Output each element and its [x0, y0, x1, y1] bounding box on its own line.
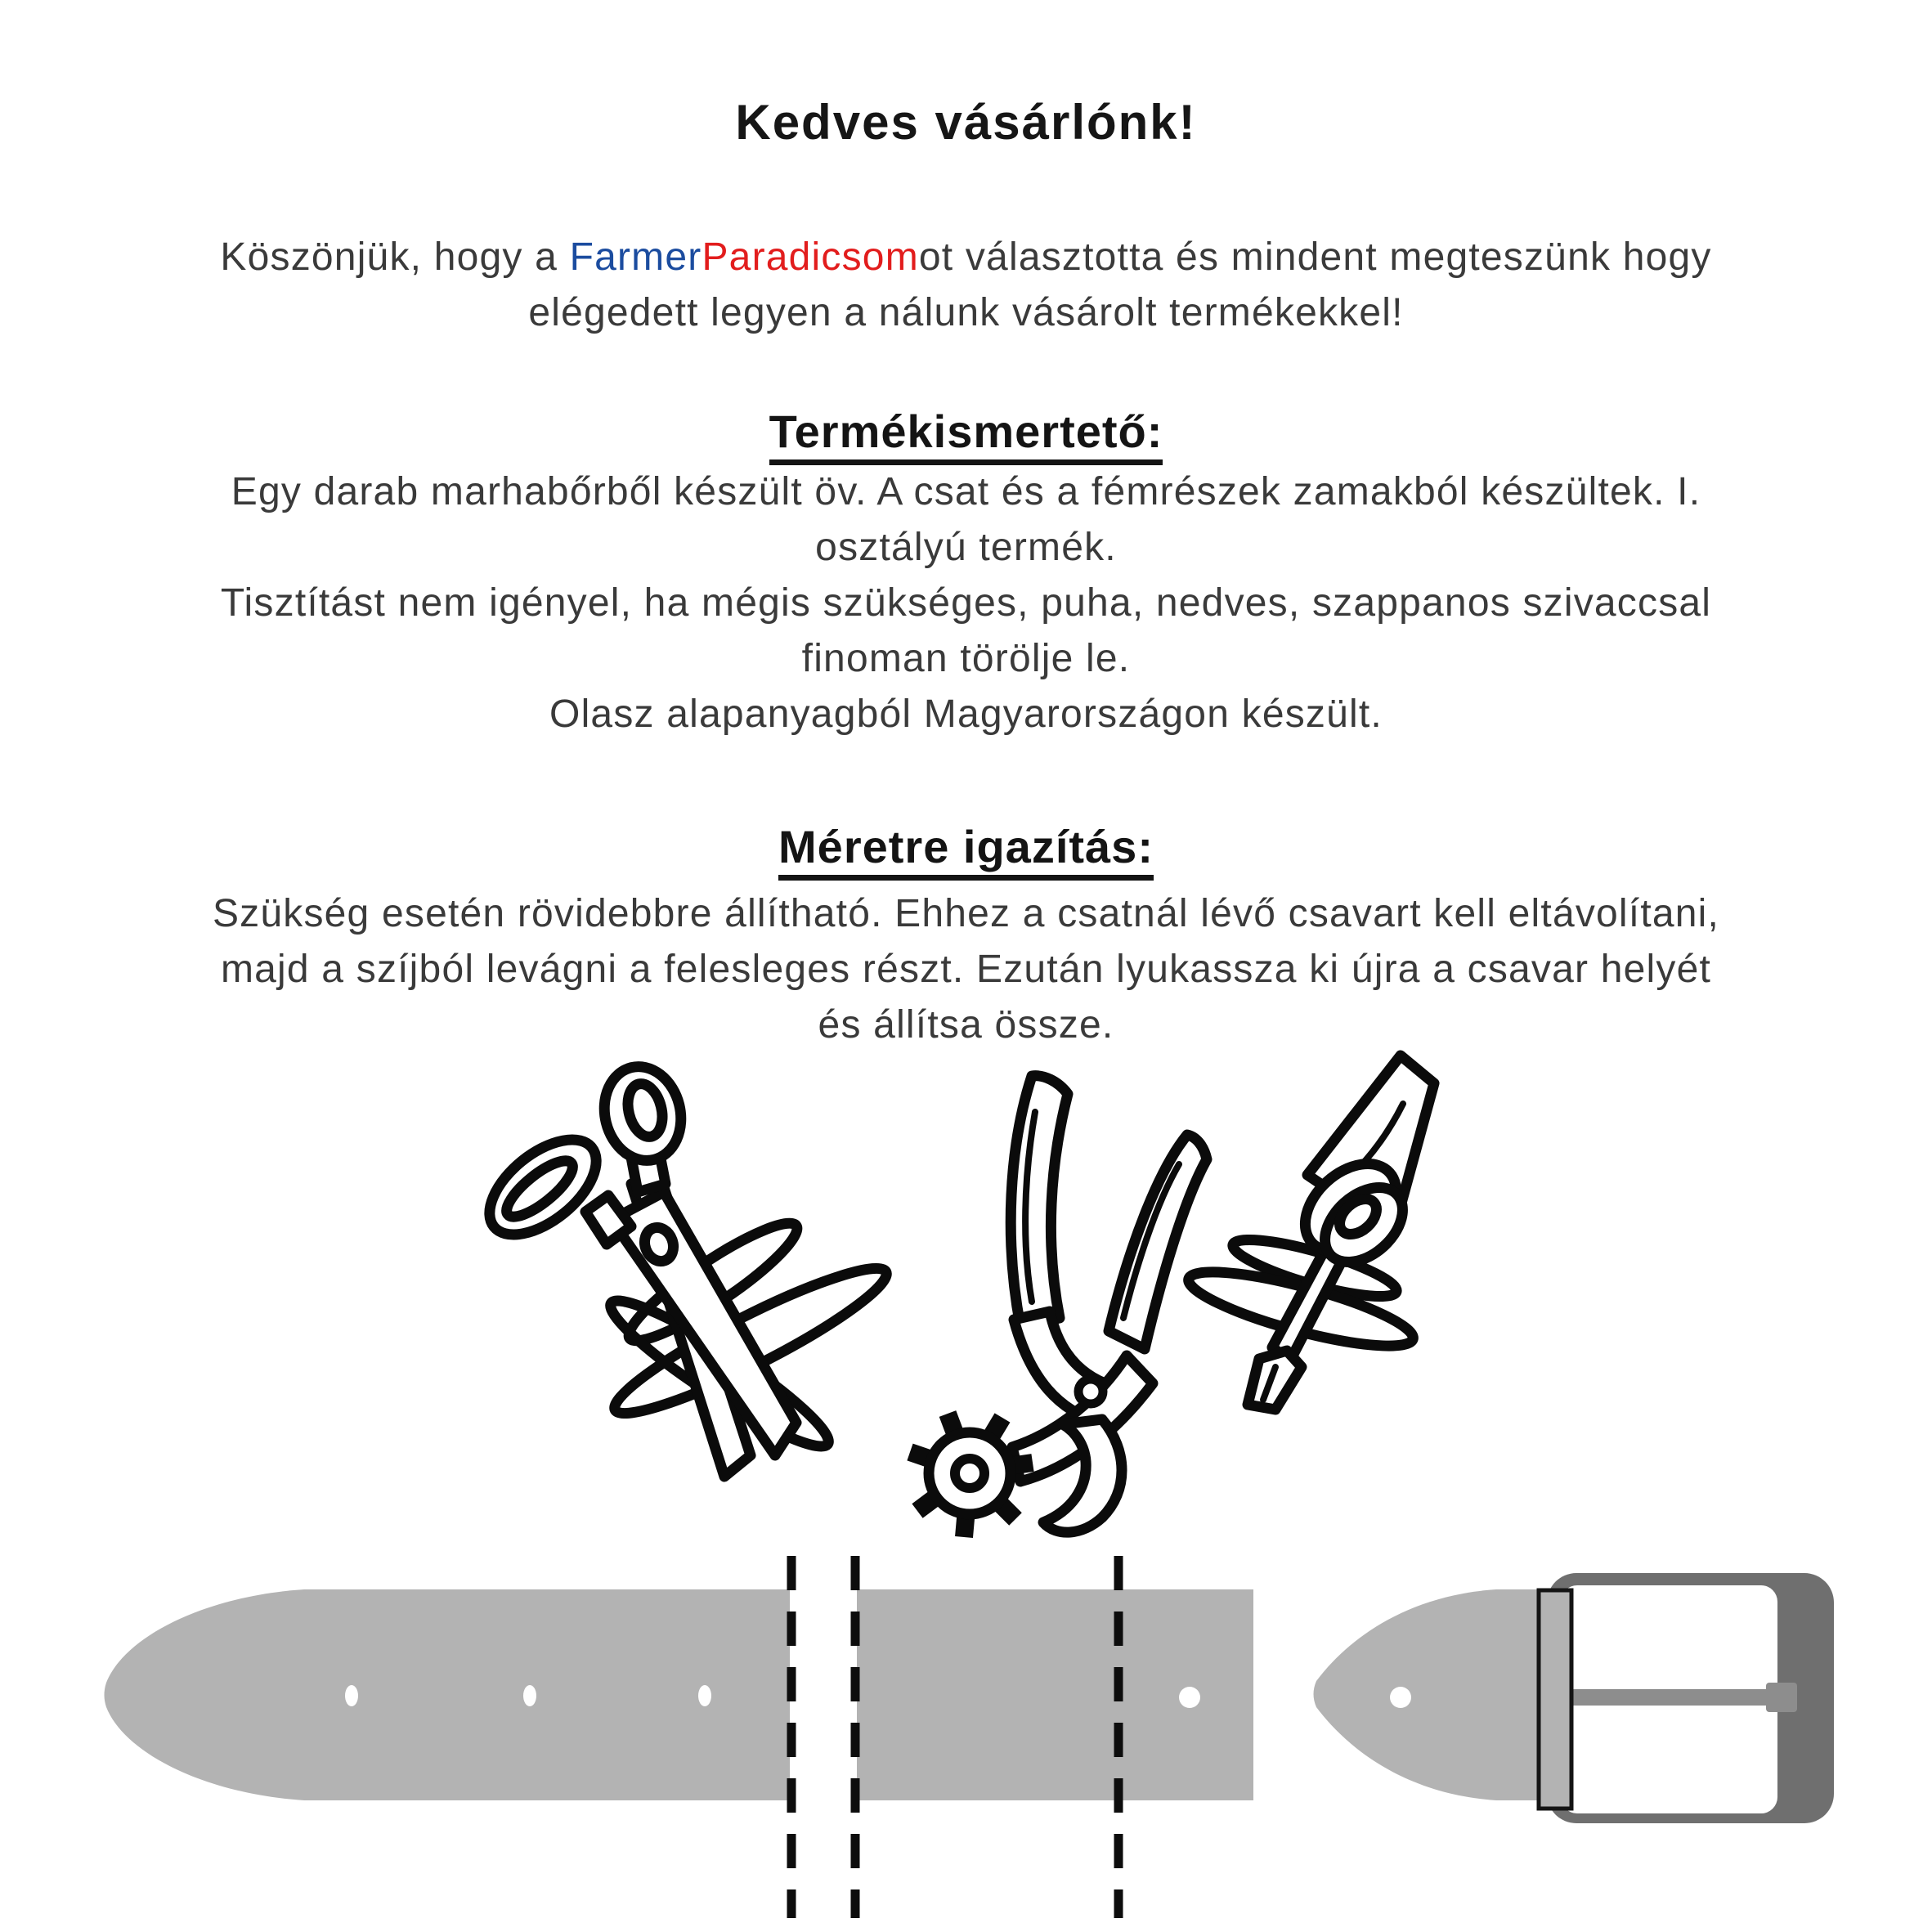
sizing-line: majd a szíjból levágni a felesleges részt. Ezután lyukassza ki újra a csavar helyét	[220, 948, 1712, 991]
sizing-line: Szükség esetén rövidebbre állítható. Ehhez a csatnál lévő csavart kell eltávolítani,	[212, 892, 1720, 935]
belt-buckle	[1539, 1573, 1834, 1823]
buckle-prong-tip	[1766, 1683, 1797, 1712]
belt-hole	[1390, 1687, 1411, 1708]
pliers-pivot	[1078, 1379, 1103, 1404]
scissors-icon	[473, 1059, 897, 1477]
product-info-line: Egy darab marhabőrből készült öv. A csat és a fémrészek zamakból készültek. I.	[231, 470, 1701, 513]
belt-hole	[698, 1685, 711, 1706]
intro-paragraph	[0, 230, 1932, 341]
product-info-heading: Termékismertető:	[0, 407, 1932, 465]
product-info-paragraph	[0, 464, 1932, 742]
buckle-prong	[1570, 1689, 1781, 1706]
hole-punch-pliers-icon	[910, 1076, 1207, 1537]
page-title: Kedves vásárlónk!	[735, 95, 1197, 150]
intro-line-2: elégedett legyen a nálunk vásárolt termékekkel!	[528, 291, 1404, 334]
belt-hole	[345, 1685, 358, 1706]
sizing-heading: Méretre igazítás:	[0, 823, 1932, 881]
product-info-line: Tisztítást nem igényel, ha mégis szükséges, puha, nedves, szappanos szivaccsal	[220, 581, 1712, 625]
punch-wheel	[910, 1414, 1033, 1537]
product-info-line: Olasz alapanyagból Magyarországon készült.	[549, 693, 1383, 736]
brand-name-farmer: Farmer	[569, 235, 702, 279]
belt-hole	[523, 1685, 536, 1706]
belt-strap-left	[105, 1589, 791, 1800]
intro-line-1	[0, 230, 1932, 285]
intro-suffix: ot választotta és mindent megteszünk hogy	[918, 235, 1712, 279]
belt-hole	[1179, 1687, 1200, 1708]
screwdriver-icon	[1183, 1056, 1434, 1410]
illustration-area	[0, 1038, 1932, 1932]
brand-name-paradicsom: Paradicsom	[702, 235, 919, 279]
sizing-line: és állítsa össze.	[818, 1003, 1114, 1047]
intro-prefix: Köszönjük, hogy a	[220, 235, 570, 279]
belt-diagram	[105, 1556, 1835, 1918]
product-info-line: finoman törölje le.	[801, 637, 1131, 680]
belt-keeper	[1539, 1590, 1571, 1809]
product-info-line: osztályú termék.	[815, 526, 1117, 569]
sizing-paragraph	[0, 886, 1932, 1053]
scissors-pivot	[640, 1223, 678, 1265]
